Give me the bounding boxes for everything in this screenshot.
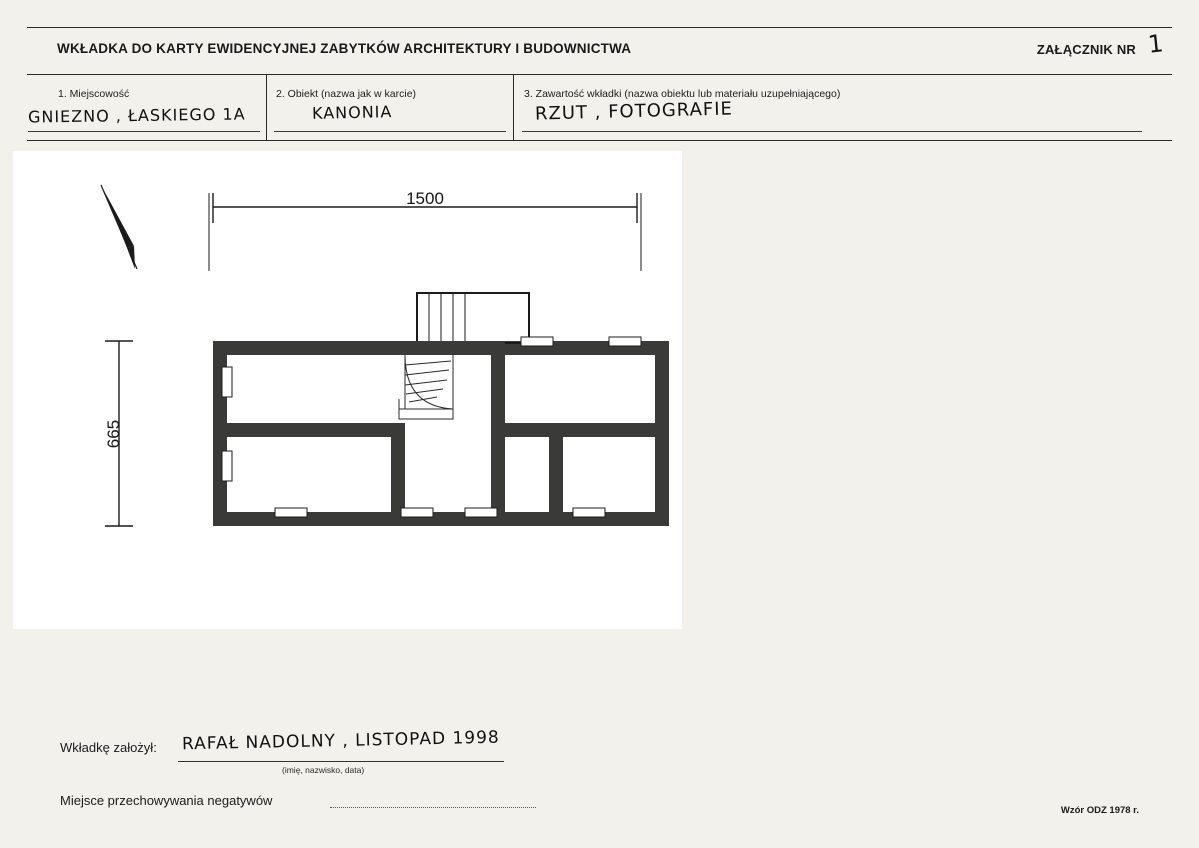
form-code: Wzór ODZ 1978 r. xyxy=(1060,805,1139,816)
annex-label: ZAŁĄCZNIK NR xyxy=(1036,42,1136,57)
staircase xyxy=(399,355,453,419)
negatives-label: Miejsce przechowywania negatywów xyxy=(60,793,273,808)
annex-number: 1 xyxy=(1146,29,1165,59)
content-label: 3. Zawartość wkładki (nazwa obiektu lub materiału uzupełniającego) xyxy=(524,88,841,100)
founder-hint: (imię, nazwisko, data) xyxy=(282,765,365,775)
header-rule-top xyxy=(27,27,1172,28)
locality-label: 1. Miejscowość xyxy=(58,88,130,100)
content-underline xyxy=(522,131,1142,132)
dimension-width-label: 1500 xyxy=(406,189,444,208)
floor-plan-plate xyxy=(13,151,682,629)
object-label: 2. Obiekt (nazwa jak w karcie) xyxy=(276,88,417,100)
north-arrow-icon xyxy=(101,185,137,269)
header-separator-2 xyxy=(513,74,514,140)
building-walls xyxy=(213,293,669,526)
founder-underline xyxy=(178,761,504,762)
object-value: KANONIA xyxy=(311,102,393,123)
object-underline xyxy=(274,131,506,132)
founder-value: RAFAŁ NADOLNY , LISTOPAD 1998 xyxy=(181,727,500,755)
locality-underline xyxy=(28,131,260,132)
header-separator-1 xyxy=(266,74,267,140)
content-value: RZUT , FOTOGRAFIE xyxy=(534,98,734,125)
document-title: WKŁADKA DO KARTY EWIDENCYJNEJ ZABYTKÓW ARCHITEKTURY I BUDOWNICTWA xyxy=(57,41,632,56)
negatives-dotted-line xyxy=(330,806,536,808)
header-rule-bottom xyxy=(27,140,1172,141)
dimension-height-label: 665 xyxy=(104,419,123,449)
header-rule-middle xyxy=(27,74,1172,75)
locality-value: GNIEZNO , ŁASKIEGO 1A xyxy=(27,104,246,127)
founder-label: Wkładkę założył: xyxy=(60,740,157,755)
